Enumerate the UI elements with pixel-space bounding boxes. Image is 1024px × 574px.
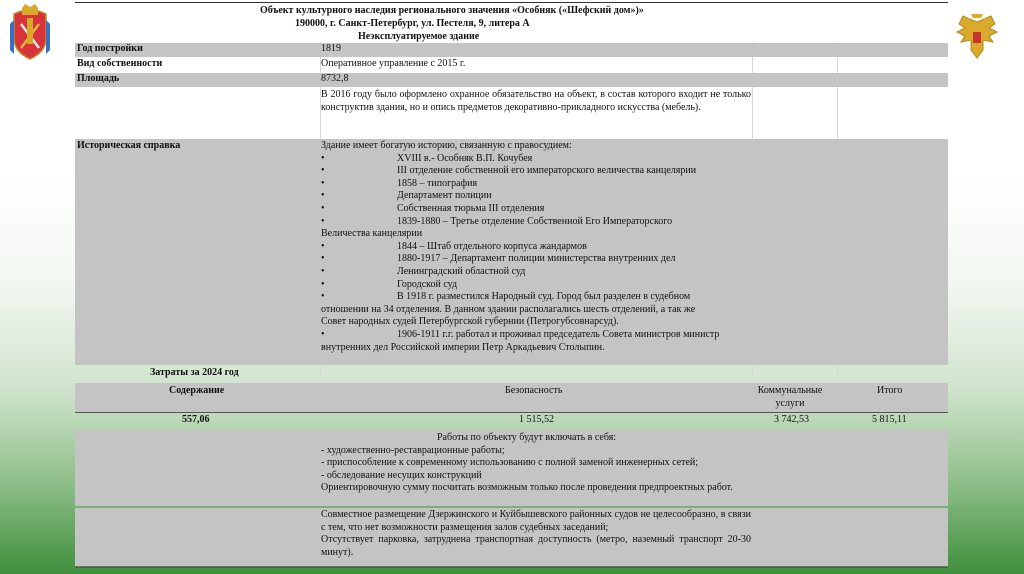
russia-coat-of-arms-icon xyxy=(955,10,999,68)
history-item-continuation: Совет народных судей Петербургской губернии (Петрогубсовнарсуд). xyxy=(321,316,619,328)
row-area xyxy=(75,73,948,87)
works-item: - обследование несущих конструкций xyxy=(321,469,482,481)
bullet: • xyxy=(321,152,325,164)
costs-values-row xyxy=(75,414,948,428)
works-estimate: Ориентировочную сумму посчитать возможным только после проведения предпроектных работ. xyxy=(321,482,733,494)
history-item-continuation: Величества канцелярии xyxy=(321,228,423,240)
bullet: • xyxy=(321,177,325,189)
title-line-3: Неэксплуатируемое здание xyxy=(358,31,480,42)
title-line-1: Объект культурного наследия регионального значения «Особняк («Шефский дом»)» xyxy=(260,5,644,16)
history-item: 1839-1880 – Третье отделение Собственной Его Императорского xyxy=(397,215,673,227)
ownership-value: Оперативное управление с 2015 г. xyxy=(321,58,466,69)
costs-value-utilities: 3 742,53 xyxy=(774,414,809,425)
costs-title-row xyxy=(75,367,948,381)
costs-header-row xyxy=(75,383,948,412)
table-bottom-border xyxy=(75,567,948,568)
history-item: Ленинградский областной суд xyxy=(397,266,526,277)
bullet: • xyxy=(321,329,325,340)
bullet: • xyxy=(321,215,325,227)
costs-divider xyxy=(75,412,948,413)
costs-header-security: Безопасность xyxy=(505,385,563,396)
row-history xyxy=(75,139,948,365)
row-protection-note xyxy=(75,89,948,137)
ownership-label: Вид собственности xyxy=(77,58,163,69)
title-line-2: 190000, г. Санкт-Петербург, ул. Пестеля, 9, литера А xyxy=(295,18,530,29)
row-works xyxy=(75,430,948,506)
costs-header-total: Итого xyxy=(877,385,903,396)
history-intro: Здание имеет богатую историю, связанную с правосудием: xyxy=(321,140,572,151)
conclusion-text-2: Отсутствует парковка, затруднена транспортная доступность (метро, наземный транспорт 20-30 минут). xyxy=(321,534,751,558)
costs-header-utilities: Коммунальные услуги xyxy=(757,385,823,409)
row-ownership xyxy=(75,58,948,72)
bullet: • xyxy=(321,253,325,265)
area-label: Площадь xyxy=(77,73,120,84)
bullet: • xyxy=(321,203,325,214)
protection-note-text: В 2016 году было оформлено охранное обязательство на объект, в состав которого входит не только конструктив здания, но и опись предметов декоративно-прикладного искусства (мебель). xyxy=(321,89,751,113)
history-list xyxy=(321,140,751,364)
bullet: • xyxy=(321,291,325,303)
row-year xyxy=(75,43,948,57)
works-title: Работы по объекту будут включать в себя: xyxy=(437,432,617,443)
costs-value-security: 1 515,52 xyxy=(519,414,554,425)
year-value: 1819 xyxy=(321,43,341,54)
history-label: Историческая справка xyxy=(77,140,181,151)
costs-header-maintenance: Содержание xyxy=(169,385,225,396)
costs-value-total: 5 815,11 xyxy=(872,414,907,425)
bullet: • xyxy=(321,278,325,290)
works-item: - художественно-реставрационные работы; xyxy=(321,444,505,456)
area-value: 8732,8 xyxy=(321,73,349,84)
history-item: XVIII в.- Особняк В.П. Кочубея xyxy=(397,152,533,164)
history-item: Городской суд xyxy=(397,278,458,290)
history-item-continuation: отношении на 34 отделения. В данном здании располагались шесть отделений, а так же xyxy=(321,303,696,315)
costs-value-maintenance: 557,06 xyxy=(182,414,210,425)
bullet: • xyxy=(321,266,325,277)
history-item: 1858 – типография xyxy=(397,177,478,189)
history-item: Департамент полиции xyxy=(397,190,492,202)
year-label: Год постройки xyxy=(77,43,143,54)
history-item: III отделение собственной его императорского величества канцелярии xyxy=(397,165,697,177)
conclusion-text-1: Совместное размещение Дзержинского и Куйбышевского районных судов не целесообразно, в связи с тем, что нет возможности размещения залов судебных заседаний; xyxy=(321,509,751,533)
history-item: В 1918 г. разместился Народный суд. Город был разделен в судебном xyxy=(397,291,691,303)
history-item: Собственная тюрьма III отделения xyxy=(397,203,545,214)
history-item: 1844 – Штаб отдельного корпуса жандармов xyxy=(397,240,587,252)
history-item-continuation: внутренних дел Российской империи Петр Аркадьевич Столыпин. xyxy=(321,341,605,353)
works-item: - приспособление к современному использованию с полной заменой инженерных сетей; xyxy=(321,457,699,469)
bullet: • xyxy=(321,240,325,252)
history-item: 1880-1917 – Департамент полиции министерства внутренних дел xyxy=(397,253,676,265)
row-conclusion xyxy=(75,508,948,566)
bullet: • xyxy=(321,165,325,177)
costs-title: Затраты за 2024 год xyxy=(150,367,239,378)
object-title-block xyxy=(75,2,948,43)
history-item: 1906-1911 г.г. работал и проживал председатель Совета министров министр xyxy=(397,329,720,340)
spb-coat-of-arms-icon xyxy=(8,4,52,62)
bullet: • xyxy=(321,190,325,202)
